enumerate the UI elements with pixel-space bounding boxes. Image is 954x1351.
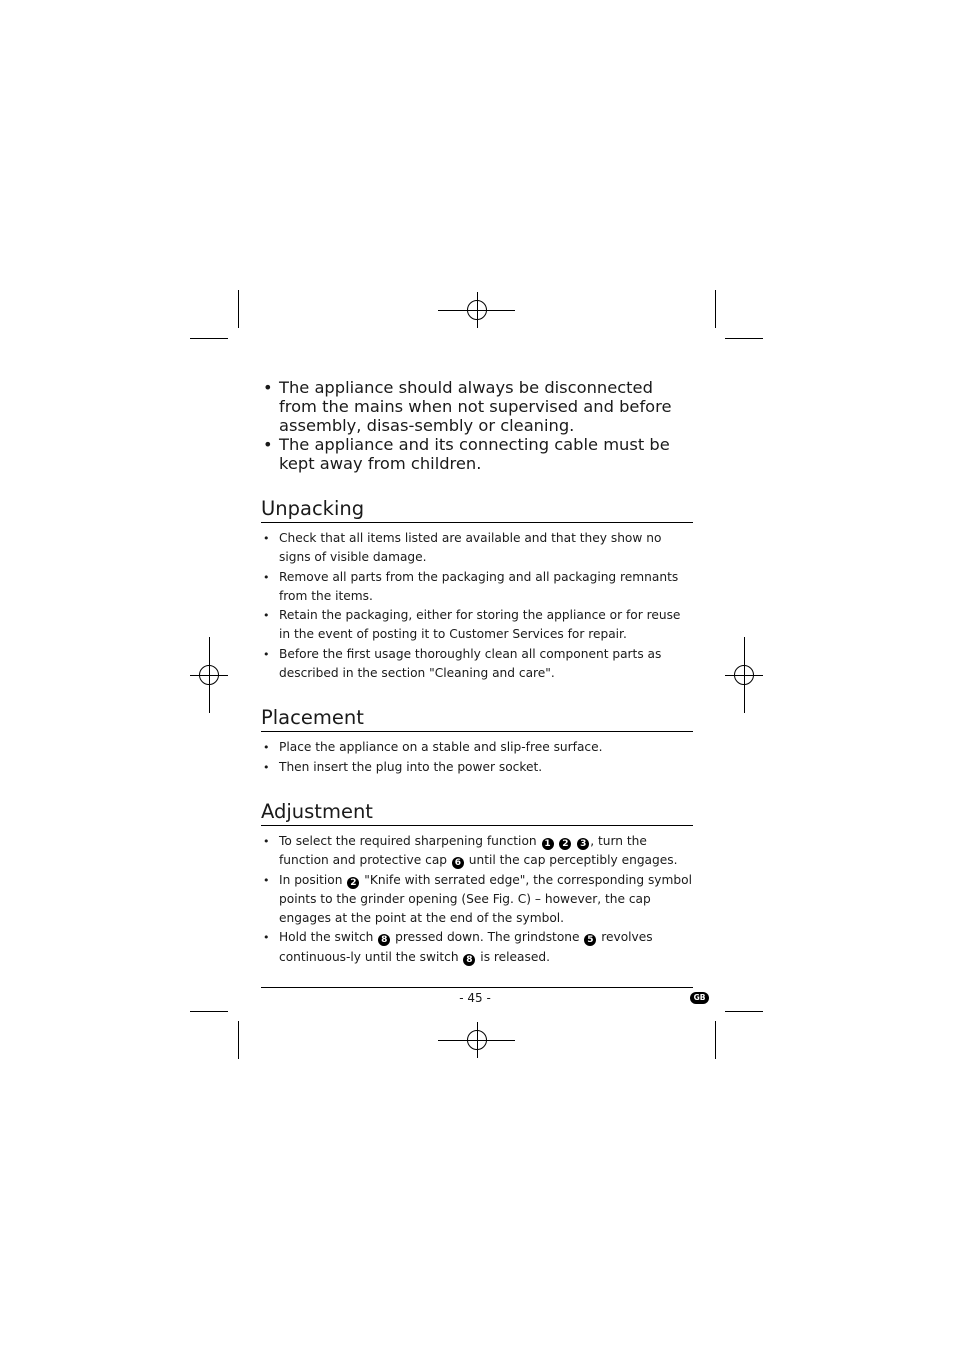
intro-list <box>261 378 693 473</box>
page-number: - 45 - <box>459 991 491 1005</box>
section-title-placement: Placement <box>261 706 693 732</box>
adjustment-list <box>261 832 693 967</box>
list-item: • Before the first usage thoroughly clean all component parts as described in the section "Cleaning and care". <box>261 645 693 684</box>
list-item: • The appliance should always be disconnected from the mains when not supervised and before assembly, disas-sembly or cleaning. <box>261 378 693 435</box>
list-item: • Hold the switch 8 pressed down. The grindstone 5 revolves continuous-ly until the switch 8 is released. <box>261 928 693 967</box>
part-number-badge: 8 <box>463 954 475 966</box>
part-number-badge: 1 <box>542 838 554 850</box>
part-number-badge: 2 <box>559 838 571 850</box>
list-item: • Place the appliance on a stable and slip-free surface. <box>261 738 693 757</box>
part-number-badge: 8 <box>378 934 390 946</box>
part-number-badge: 6 <box>452 857 464 869</box>
footer-divider <box>261 987 693 988</box>
section-title-unpacking: Unpacking <box>261 497 693 523</box>
list-item: • Retain the packaging, either for storing the appliance or for reuse in the event of posting it to Customer Services for repair. <box>261 606 693 645</box>
list-item: • Check that all items listed are available and that they show no signs of visible damage. <box>261 529 693 568</box>
part-number-badge: 5 <box>584 934 596 946</box>
part-number-badge: 3 <box>577 838 589 850</box>
section-title-adjustment: Adjustment <box>261 800 693 826</box>
page-content <box>261 378 693 967</box>
list-item: • The appliance and its connecting cable must be kept away from children. <box>261 435 693 473</box>
list-item: • In position 2 "Knife with serrated edge", the corresponding symbol points to the grinder opening (See Fig. C) – however, the cap engages at the point at the end of the symbol. <box>261 871 693 929</box>
unpacking-list <box>261 529 693 683</box>
list-item: • Then insert the plug into the power socket. <box>261 758 693 777</box>
list-item: • Remove all parts from the packaging and all packaging remnants from the items. <box>261 568 693 607</box>
list-item: • To select the required sharpening function 1 2 3 , turn the function and protective cap 6 until the cap perceptibly engages. <box>261 832 693 871</box>
part-number-badge: 2 <box>347 877 359 889</box>
placement-list <box>261 738 693 777</box>
language-badge: GB <box>690 992 709 1004</box>
